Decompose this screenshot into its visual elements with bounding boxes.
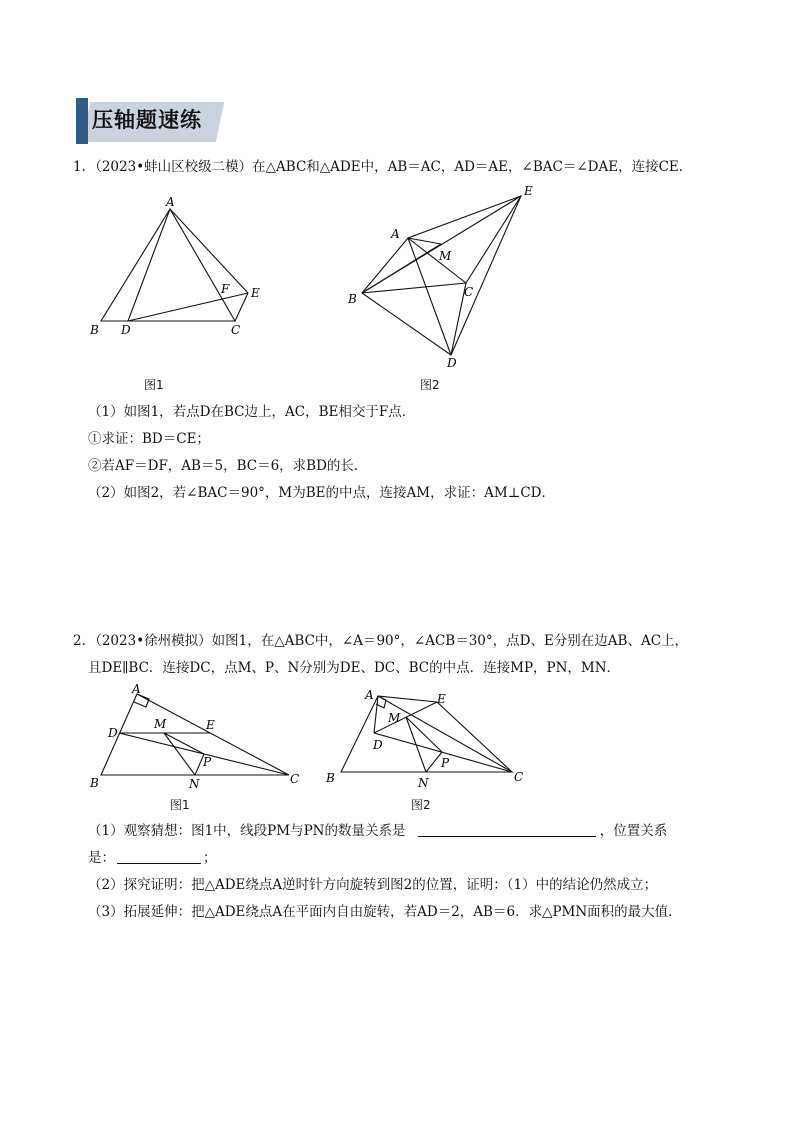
q1-part1-i: ①求证：BD＝CE； — [88, 431, 210, 447]
q2-fig1-caption: 图1 — [170, 798, 190, 812]
q2-fig1-label-E: E — [206, 718, 215, 732]
q1-fig1-caption: 图1 — [144, 378, 164, 392]
section-title: 压轴题速练 — [92, 108, 202, 132]
q2-fig2-label-P: P — [441, 756, 450, 770]
q2-figure-2 — [320, 683, 530, 793]
fig2-label-A: A — [391, 227, 400, 241]
fig2-label-B: B — [348, 292, 357, 306]
fig2-label-E: E — [524, 184, 533, 198]
q2-fig2-label-N: N — [418, 776, 429, 790]
q2-fig1-label-P: P — [203, 755, 212, 769]
fig1-label-F: F — [221, 282, 230, 296]
q2-part1-b: ，位置关系 — [599, 823, 668, 839]
q1-source: （2023•蚌山区校级二模） — [95, 159, 253, 175]
q2-stem-line2: 且DE∥BC．连接DC，点M、P、N分别为DE、DC、BC的中点．连接MP，PN，MN． — [88, 660, 621, 676]
q2-stem-1: 如图1，在△ABC中，∠A＝90°，∠ACB＝30°，点D、E分别在边AB、AC上， — [211, 633, 689, 649]
q2-fig1-label-A: A — [132, 683, 141, 696]
q1-figure-2 — [340, 180, 540, 375]
q1-stem: 在△ABC和△ADE中，AB＝AC，AD＝AE，∠BAC＝∠DAE，连接CE． — [252, 159, 693, 175]
q2-fig2-label-B: B — [326, 771, 335, 785]
q1-part2: （2）如图2，若∠BAC＝90°，M为BE的中点，连接AM，求证：AM⊥CD． — [88, 485, 556, 501]
q2-figure-1 — [86, 683, 306, 793]
q1-figure-1 — [84, 192, 284, 344]
q2-fig1-label-B: B — [90, 776, 99, 790]
q1-part1: （1）如图1，若点D在BC边上，AC，BE相交于F点． — [88, 404, 416, 420]
fig1-label-A: A — [166, 195, 175, 209]
q2-part1-line1 — [88, 822, 667, 840]
q2-fig2-label-A: A — [365, 688, 374, 702]
q2-fig2-label-M: M — [388, 711, 401, 725]
fig2-label-C: C — [464, 285, 474, 299]
q2-part1-d: ； — [203, 850, 217, 866]
q1-fig2-caption: 图2 — [420, 378, 440, 392]
badge-accent-bar — [76, 98, 88, 144]
q2-fig2-label-D: D — [373, 738, 383, 752]
fig1-label-E: E — [251, 286, 260, 300]
q2-stem-line1 — [73, 632, 688, 650]
q2-fig2-caption: 图2 — [411, 798, 431, 812]
q2-fig2-label-E: E — [437, 692, 446, 706]
q1-part1-ii: ②若AF＝DF，AB＝5，BC＝6，求BD的长． — [88, 458, 368, 474]
q2-part3: （3）拓展延伸：把△ADE绕点A在平面内自由旋转，若AD＝2，AB＝6．求△PMN面积的最大值． — [88, 904, 682, 920]
q2-blank-quantity[interactable] — [418, 822, 596, 837]
q1-stem-line — [73, 158, 692, 176]
fig2-label-M: M — [439, 249, 452, 263]
q2-part1-c: 是： — [88, 850, 115, 866]
q2-part1-a: （1）观察猜想：图1中，线段PM与PN的数量关系是 — [88, 823, 406, 839]
fig2-label-D: D — [447, 356, 457, 370]
q2-fig2-label-C: C — [514, 770, 524, 784]
q2-source: （2023•徐州模拟） — [95, 633, 212, 649]
q2-fig1-label-M: M — [154, 717, 167, 731]
q2-fig1-label-N: N — [189, 777, 200, 791]
fig1-label-C: C — [231, 323, 241, 337]
q2-part2: （2）探究证明：把△ADE绕点A逆时针方向旋转到图2的位置，证明：（1）中的结论仍然成立； — [88, 877, 658, 893]
q2-blank-position[interactable] — [117, 849, 201, 864]
q2-fig1-label-D: D — [108, 726, 118, 740]
fig1-label-D: D — [121, 323, 131, 337]
section-header-badge — [76, 98, 220, 144]
q2-fig1-label-C: C — [290, 772, 300, 786]
q2-part1-line2 — [88, 849, 217, 867]
q2-number: 2． — [73, 633, 96, 649]
fig1-label-B: B — [90, 323, 99, 337]
q1-number: 1． — [73, 159, 96, 175]
